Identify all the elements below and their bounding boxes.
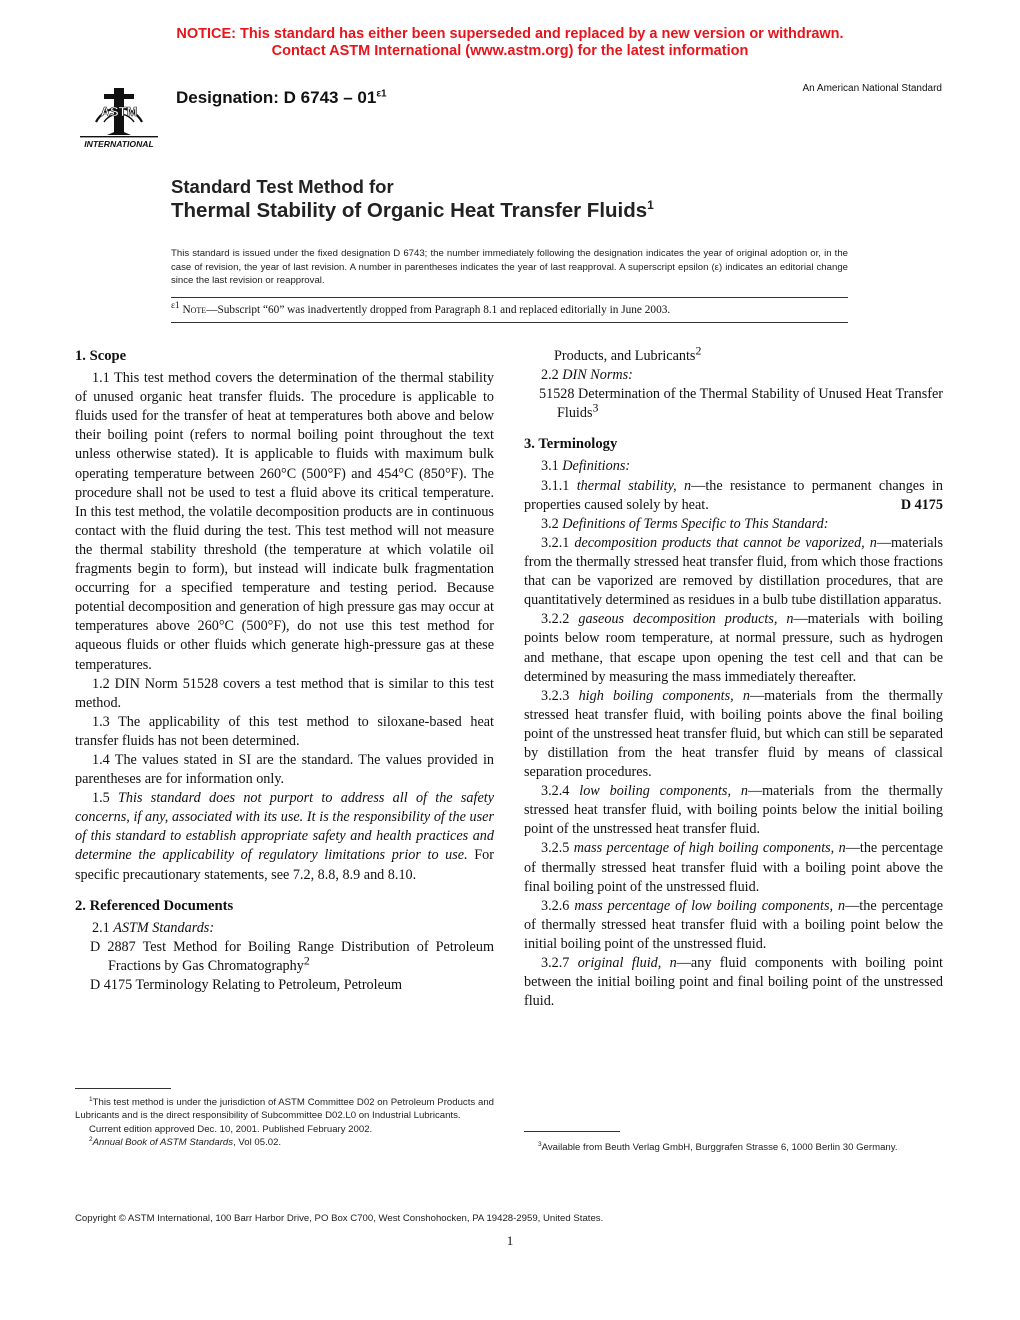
- reference-d4175-cont: [524, 343, 943, 366]
- notice-line-2: Contact ASTM International (www.astm.org) for the latest information: [271, 43, 749, 59]
- para-3-1: [524, 457, 943, 476]
- superseded-notice: [0, 26, 1020, 60]
- page-number: 1: [506, 1233, 514, 1248]
- definition-3-2-2: [524, 610, 943, 686]
- definition-3-2-3-def: —materials from the thermally stressed heat transfer fluid, with boiling points above the final boiling point of the unstressed heat transfer fluid, but which can still be separated by distillation from the heat transfer fluid by means of classical separation procedures.: [524, 687, 943, 781]
- para-3-1-label: Definitions:: [562, 458, 631, 475]
- footnote-3-text: Available from Beuth Verlag GmbH, Burggrafen Strasse 6, 1000 Berlin 30 Germany.: [541, 1142, 898, 1153]
- section-2-heading: 2. Referenced Documents: [75, 897, 234, 914]
- para-1-3: 1.3 The applicability of this test method to siloxane-based heat transfer fluids has not been determined.: [75, 713, 494, 749]
- definition-3-1-1: [524, 477, 943, 515]
- definition-3-2-4-num: 3.2.4: [541, 783, 570, 800]
- para-1-5: [75, 789, 494, 884]
- para-2-1-num: 2.1: [92, 919, 110, 936]
- footnote-2-title: Annual Book of ASTM Standards: [92, 1137, 234, 1149]
- footnote-2: [75, 1136, 494, 1149]
- title-line-2: [171, 198, 654, 224]
- editorial-note: [171, 303, 848, 317]
- notice-line-1: NOTICE: This standard has either been superseded and replaced by a new version or withdrawn.: [176, 26, 844, 42]
- designation: [176, 88, 387, 108]
- para-1-5-rest: For specific precautionary statements, see 7.2, 8.8, 8.9 and 8.10.: [75, 847, 495, 883]
- definition-3-1-1-ref: D 4175: [893, 496, 943, 515]
- logo-text: ASTM: [100, 104, 138, 119]
- footnote-2-rest: , Vol 05.02.: [233, 1137, 282, 1149]
- para-1-2: 1.2 DIN Norm 51528 covers a test method that is similar to this test method.: [75, 675, 494, 711]
- footnote-rule-left: [75, 1088, 171, 1089]
- para-1-1: 1.1 This test method covers the determination of the thermal stability of unused organic heat transfer fluids. The procedure is applicable to fluids used for the transfer of heat at temperatures both above and below their boiling point (refers to normal boiling point throughout the text unless otherwise stated). It is applicable to fluids with maximum bulk operating temperature between 260°C (500°F) and 454°C (850°F). The procedure shall not be used to test a fluid above its critical temperature. In this test method, the volatile decomposition products are in continuous contact with the fluid during the test. This test method will not measure the thermal stability threshold (the temperature at which volatile oil fragments begin to form), but instead will indicate bulk fragmentation occurring for a specified temperature and testing period. Because potential decomposition and generation of high pressure gas may occur at temperatures above 260°C (500°F), do not use this test method for aqueous fluids or other fluids which generate high-pressure gas at these temperatures.: [75, 370, 494, 673]
- copyright-line: Copyright © ASTM International, 100 Barr Harbor Drive, PO Box C700, West Conshohocken, PA 19428-2959, United States.: [75, 1213, 604, 1224]
- definition-3-2-5-num: 3.2.5: [541, 840, 570, 857]
- para-3-1-num: 3.1: [541, 458, 559, 475]
- definition-3-2-6-num: 3.2.6: [541, 897, 570, 914]
- section-1-heading: 1. Scope: [75, 348, 127, 364]
- astm-logo: [74, 72, 164, 152]
- editorial-note-label: Note: [182, 304, 207, 316]
- definition-3-2-6-term: mass percentage of low boiling components, n: [574, 897, 846, 914]
- editorial-note-sup: ε1: [171, 301, 180, 312]
- reference-d4175-cont-text: Products, and Lubricants: [554, 348, 696, 364]
- para-2-2-label: DIN Norms:: [562, 367, 633, 384]
- definition-3-2-3-term: high boiling components, n: [578, 687, 750, 704]
- definition-3-2-5: [524, 839, 943, 896]
- definition-3-1-1-term: thermal stability, n: [576, 477, 692, 494]
- definition-3-2-7: [524, 954, 943, 1011]
- para-1-4: 1.4 The values stated in SI are the standard. The values provided in parentheses are for information only.: [75, 751, 494, 788]
- para-2-2-num: 2.2: [541, 367, 559, 384]
- editorial-note-text: —Subscript “60” was inadvertently dropped from Paragraph 8.1 and replaced editorially in June 2003.: [206, 304, 671, 316]
- definition-3-2-2-def: —materials with boiling points below room temperature, at normal pressure, such as hydrogen and methane, that escape upon opening the test cell and that can be determined by measuring the mass immediately thereafter.: [524, 611, 944, 685]
- reference-d4175-sup: 2: [695, 343, 702, 358]
- footnote-1-sup: 1: [89, 1095, 93, 1103]
- issuance-statement: This standard is issued under the fixed designation D 6743; the number immediately following the designation indicates the year of original adoption or, in the case of revision, the year of last revision. A number in parentheses indicates the year of last reapproval. A superscript epsilon (ε) indicates an editorial change since the last revision or reapproval.: [171, 248, 848, 287]
- title-footnote-ref: 1: [647, 198, 654, 213]
- document-title: [171, 176, 654, 224]
- para-2-2: [524, 366, 943, 385]
- american-national-standard: An American National Standard: [802, 83, 942, 94]
- definition-3-1-1-num: 3.1.1: [541, 477, 570, 494]
- designation-text: Designation: D 6743 – 01: [176, 88, 377, 107]
- definition-3-2-2-num: 3.2.2: [541, 611, 570, 628]
- title-line-1: Standard Test Method for: [171, 176, 394, 197]
- para-1-5-caveat: This standard does not purport to address all of the safety concerns, if any, associated with its use. It is the responsibility of the user of this standard to establish appropriate safety and health practices and determine the applicability of regulatory limitations prior to use.: [75, 790, 494, 864]
- definition-3-2-5-term: mass percentage of high boiling components, n: [573, 840, 846, 857]
- para-2-1: [75, 919, 494, 938]
- right-column: [524, 343, 944, 1011]
- footnote-2-sup: 2: [89, 1136, 93, 1144]
- reference-din-51528: [524, 385, 943, 423]
- footnote-3: [524, 1141, 943, 1154]
- reference-din-sup: 3: [592, 400, 599, 415]
- title-line-2-text: Thermal Stability of Organic Heat Transfer Fluids: [171, 199, 648, 222]
- definition-3-2-7-term: original fluid, n: [577, 955, 677, 971]
- para-1-5-num: 1.5: [92, 790, 110, 807]
- section-3-heading: 3. Terminology: [524, 436, 618, 453]
- definition-3-2-3-num: 3.2.3: [541, 687, 570, 704]
- divider-bottom: [171, 322, 848, 323]
- logo-caption: INTERNATIONAL: [84, 139, 154, 149]
- definition-3-2-1-def: —materials from the thermally stressed heat transfer fluid, from which those fractions that can be vaporized are removed by distillation procedures, that are quantitatively determined as residues in a bulb tube distillation apparatus.: [524, 534, 943, 609]
- definition-3-2-1-term: decomposition products that cannot be vaporized, n: [574, 534, 877, 551]
- definition-3-2-3: [524, 687, 943, 782]
- designation-epsilon: ε1: [376, 88, 387, 100]
- definition-3-2-7-num: 3.2.7: [541, 955, 570, 971]
- reference-d4175: D 4175 Terminology Relating to Petroleum, Petroleum: [90, 977, 403, 993]
- footnote-1-text: This test method is under the jurisdiction of ASTM Committee D02 on Petroleum Products and Lubricants and is the direct responsibility of Subcommittee D02.L0 on Industrial Lubricants.: [75, 1097, 494, 1122]
- definition-3-2-1-num: 3.2.1: [541, 534, 570, 551]
- left-column: [75, 347, 494, 995]
- divider-top: [171, 297, 848, 298]
- definition-3-2-6-def: —the percentage of thermally stressed heat transfer fluid with a boiling point below the initial boiling point of the unstressed fluid.: [524, 897, 944, 952]
- definition-3-2-5-def: —the percentage of thermally stressed heat transfer fluid with a boiling point above the final boiling point of the unstressed fluid.: [524, 840, 944, 895]
- reference-d2887: [75, 938, 494, 976]
- definition-3-1-1-def: —the resistance to permanent changes in properties caused solely by heat.: [524, 477, 944, 513]
- definition-3-2-7-def: —any fluid components with boiling point between the initial boiling point and final boiling point of the unstressed fluid.: [524, 955, 943, 1010]
- definition-3-2-4: [524, 782, 943, 839]
- footnotes-right: [524, 1141, 943, 1154]
- para-3-2: [524, 515, 943, 534]
- para-3-2-label: Definitions of Terms Specific to This Standard:: [562, 515, 829, 532]
- definition-3-2-6: [524, 897, 943, 954]
- definition-3-2-2-term: gaseous decomposition products, n: [578, 611, 794, 628]
- definition-3-2-1: [524, 534, 943, 610]
- para-2-1-label: ASTM Standards:: [113, 919, 215, 936]
- reference-d2887-text: D 2887 Test Method for Boiling Range Distribution of Petroleum Fractions by Gas Chromatography: [90, 938, 494, 974]
- definition-3-2-4-def: —materials from the thermally stressed heat transfer fluid, with boiling points below the initial boiling point of the unstressed heat transfer fluid.: [524, 783, 944, 838]
- footnotes-left: [75, 1096, 494, 1150]
- footnote-1: [75, 1096, 494, 1123]
- reference-d2887-sup: 2: [303, 953, 310, 968]
- para-3-2-num: 3.2: [541, 515, 559, 532]
- footnote-3-sup: 3: [538, 1140, 542, 1148]
- definition-3-2-4-term: low boiling components, n: [579, 783, 748, 800]
- footnote-1-edition: Current edition approved Dec. 10, 2001. Published February 2002.: [89, 1123, 373, 1135]
- footnote-rule-right: [524, 1131, 620, 1132]
- reference-din-text: 51528 Determination of the Thermal Stability of Unused Heat Transfer Fluids: [539, 386, 943, 422]
